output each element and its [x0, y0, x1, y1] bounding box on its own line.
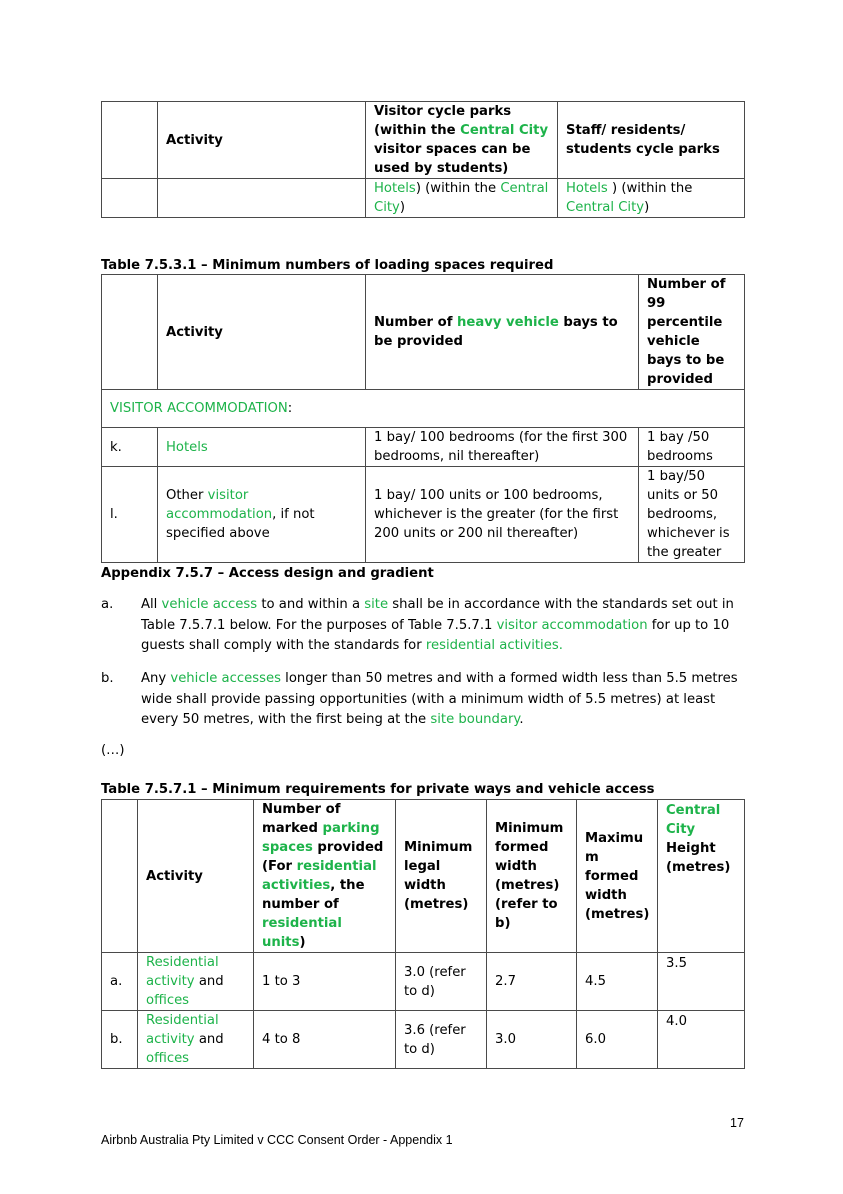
row-legal: 3.0 (refer to d) — [396, 953, 487, 1011]
appendix-heading: Appendix 7.5.7 – Access design and gradient — [101, 566, 434, 581]
text-segment: Height (metres) — [666, 841, 731, 875]
table-cell — [102, 275, 158, 390]
header-percentile-bays: Number of 99 percentile vehicle bays to be provided — [639, 275, 745, 390]
section-row — [102, 390, 745, 428]
text-segment: Number of marked — [262, 802, 341, 836]
table-row — [102, 467, 745, 563]
header-activity: Activity — [158, 275, 366, 390]
defined-term: visitor accommodation — [166, 488, 273, 522]
row-percentile-bays: 1 bay/50 units or 50 bedrooms, whichever is the greater — [639, 467, 745, 563]
text-segment: Staff/ residents/ students cycle parks — [566, 123, 720, 157]
row-id: a. — [102, 953, 138, 1011]
header-formed-width: Minimum formed width (metres) (refer to b) — [487, 800, 577, 953]
text-segment: All — [141, 597, 162, 612]
item-text — [141, 595, 745, 657]
text-segment: ) (within the — [607, 181, 693, 196]
defined-term: vehicle accesses — [170, 671, 281, 686]
table-row — [102, 179, 745, 218]
visitor-accommodation-section — [102, 390, 745, 428]
row-activity — [138, 953, 254, 1011]
defined-term: offices — [146, 993, 190, 1008]
defined-term: Central City — [374, 181, 549, 215]
item-label: b. — [101, 671, 114, 686]
row-heavy-bays: 1 bay/ 100 units or 100 bedrooms, whichever is the greater (for the first 200 units or 200 nil thereafter) — [366, 467, 639, 563]
table-row — [102, 1011, 745, 1069]
row-activity — [158, 428, 366, 467]
row-height: 4.0 — [658, 1011, 745, 1069]
table-header-row — [102, 102, 745, 179]
defined-term: residential units — [262, 916, 342, 950]
defined-term: Hotels — [166, 439, 208, 455]
defined-term: site — [364, 597, 389, 612]
text-segment: and — [194, 1032, 224, 1047]
ellipsis: (…) — [101, 743, 125, 758]
row-activity — [158, 467, 366, 563]
row-percentile-bays: 1 bay /50 bedrooms — [639, 428, 745, 467]
row-legal: 3.6 (refer to d) — [396, 1011, 487, 1069]
text-segment: ) — [644, 200, 650, 215]
header-staff-cycle-parks — [558, 102, 745, 179]
row-max: 4.5 — [577, 953, 658, 1011]
footer-text: Airbnb Australia Pty Limited v CCC Consent Order - Appendix 1 — [101, 1133, 453, 1147]
text-segment: for up to 10 guests shall comply with the standards for — [141, 617, 730, 653]
staff-hotels-cell — [558, 179, 745, 218]
item-text — [141, 669, 745, 731]
defined-term: Residential activity — [146, 1013, 219, 1047]
header-max-width: Maximu m formed width (metres) — [577, 800, 658, 953]
defined-term: Central City — [460, 123, 549, 138]
text-segment: bays to be provided — [374, 315, 618, 349]
table-cell — [102, 179, 158, 218]
table-cell — [102, 800, 138, 953]
visitor-hotels-cell — [366, 179, 558, 218]
header-legal-width: Minimum legal width (metres) — [396, 800, 487, 953]
row-height: 3.5 — [658, 953, 745, 1011]
table-header-row — [102, 800, 745, 953]
table-cell — [158, 179, 366, 218]
row-formed: 3.0 — [487, 1011, 577, 1069]
item-label: a. — [101, 597, 114, 612]
row-formed: 2.7 — [487, 953, 577, 1011]
page-number: 17 — [730, 1116, 744, 1130]
text-segment: . — [519, 712, 524, 727]
defined-term: Residential activity — [146, 955, 219, 989]
header-marked-spaces — [254, 800, 396, 953]
table-row — [102, 953, 745, 1011]
header-activity: Activity — [138, 800, 254, 953]
text-segment: longer than 50 metres and with a formed width less than 5.5 metres wide shall provide passing opportunities (with a minimum width of 5.5 metres) at least every 50 metres, with the first being at the — [141, 671, 738, 727]
defined-term: Central City — [666, 803, 721, 837]
text-segment: Any — [141, 671, 171, 686]
text-segment: : — [287, 401, 293, 416]
defined-term: parking spaces — [262, 821, 380, 855]
row-heavy-bays: 1 bay/ 100 bedrooms (for the first 300 bedrooms, nil thereafter) — [366, 428, 639, 467]
defined-term: Hotels — [374, 181, 416, 196]
defined-term: heavy vehicle — [457, 315, 559, 330]
defined-term: residential activities. — [425, 638, 563, 653]
row-id: k. — [102, 428, 158, 467]
defined-term: offices — [146, 1051, 190, 1066]
table-cell — [102, 102, 158, 179]
loading-spaces-table — [101, 274, 745, 563]
text-segment: Visitor cycle parks (within the — [374, 104, 512, 138]
row-id: l. — [102, 467, 158, 563]
access-table-caption: Table 7.5.7.1 – Minimum requirements for private ways and vehicle access — [101, 782, 655, 797]
defined-term: Central City — [566, 200, 645, 215]
row-max: 6.0 — [577, 1011, 658, 1069]
row-marked: 1 to 3 — [254, 953, 396, 1011]
row-marked: 4 to 8 — [254, 1011, 396, 1069]
text-segment: visitor spaces can be used by students) — [374, 142, 531, 176]
text-segment: ) (within the — [415, 181, 501, 196]
text-segment: , the number of — [262, 878, 365, 912]
defined-term: site boundary — [430, 712, 520, 727]
text-segment: ) — [299, 935, 306, 950]
defined-term: residential activities — [262, 859, 377, 893]
text-segment: to and within a — [257, 597, 365, 612]
text-segment: provided (For — [262, 840, 384, 874]
text-segment: , if not specified above — [166, 507, 315, 541]
defined-term: VISITOR ACCOMMODATION — [110, 401, 288, 416]
text-segment: shall be in accordance with the standards set out in Table 7.5.7.1 below. For the purposes of Table 7.5.7.1 — [141, 597, 734, 633]
defined-term: Hotels — [566, 181, 608, 196]
text-segment: Number of — [374, 315, 458, 330]
text-segment: ) — [399, 200, 406, 215]
loading-table-caption: Table 7.5.3.1 – Minimum numbers of loading spaces required — [101, 258, 554, 273]
table-header-row — [102, 275, 745, 390]
text-segment: Other — [166, 488, 208, 503]
header-activity: Activity — [158, 102, 366, 179]
header-heavy-vehicle-bays — [366, 275, 639, 390]
defined-term: vehicle access — [161, 597, 258, 612]
header-height — [658, 800, 745, 953]
table-row — [102, 428, 745, 467]
cycle-parks-table — [101, 101, 745, 218]
text-segment: and — [194, 974, 224, 989]
access-requirements-table — [101, 799, 745, 1069]
row-activity — [138, 1011, 254, 1069]
defined-term: visitor accommodation — [496, 617, 648, 633]
row-id: b. — [102, 1011, 138, 1069]
header-visitor-cycle-parks — [366, 102, 558, 179]
